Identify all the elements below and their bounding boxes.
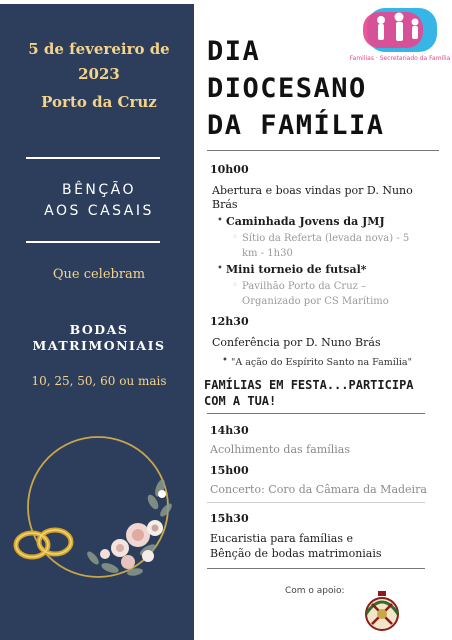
divider-top: [26, 157, 160, 159]
event-place: Porto da Cruz: [41, 93, 157, 111]
top-strip: [0, 0, 194, 4]
blessing-title-line1: BÊNÇÃO: [61, 182, 137, 198]
wedding-rings-wreath-image: [10, 430, 185, 595]
futsal-tournament: Mini torneio de futsal*: [226, 263, 367, 276]
logo-text: Familias · Secretariado da Família: [349, 55, 451, 62]
walk-detail-line1: Sítio da Referta (levada nova) - 5: [242, 233, 410, 244]
title-line2: DIOCESANO: [207, 73, 367, 104]
celebrate-text: Que celebram: [52, 267, 146, 282]
concert: Concerto: Coro da Câmara da Madeira: [210, 483, 427, 496]
futsal-detail-line1: Pavilhão Porto da Cruz –: [242, 281, 367, 292]
conference-topic: "A ação do Espírito Santo na Família": [231, 357, 412, 368]
families-slogan-line2: COM A TUA!: [204, 394, 277, 408]
title-line1: DIA: [207, 36, 261, 67]
bottom-rule: [207, 568, 425, 569]
bullet-dot: ◦: [232, 280, 238, 291]
family-secretariat-logo: [349, 6, 451, 64]
bullet-dot: •: [217, 263, 223, 274]
time-15h30: 15h30: [210, 512, 249, 525]
event-date-line1: 5 de fevereiro de: [28, 40, 170, 58]
conference: Conferência por D. Nuno Brás: [212, 336, 381, 349]
event-date-line2: 2023: [78, 65, 120, 83]
slogan-rule: [207, 413, 425, 414]
time-12h30: 12h30: [210, 315, 249, 328]
concert-rule: [207, 502, 425, 503]
opening-line1: Abertura e boas vindas por D. Nuno: [212, 184, 413, 197]
left-panel: [0, 0, 194, 640]
eucharist-line1: Eucaristia para famílias e: [210, 532, 353, 545]
blessing-title-line2: AOS CASAIS: [44, 203, 154, 219]
youth-walk: Caminhada Jovens da JMJ: [226, 215, 385, 228]
time-14h30: 14h30: [210, 424, 249, 437]
futsal-detail-line2: Organizado por CS Marítimo: [242, 296, 389, 307]
bullet-dot: •: [222, 355, 228, 366]
walk-detail-line2: km - 1h30: [242, 248, 293, 259]
bullet-dot: ◦: [232, 232, 238, 243]
bodas-line1: BODAS: [69, 322, 129, 337]
bodas-line2: MATRIMONIAIS: [32, 338, 166, 353]
bullet-dot: •: [217, 215, 223, 226]
time-10h00: 10h00: [210, 163, 249, 176]
time-15h00: 15h00: [210, 464, 249, 477]
support-label: Com o apoio:: [285, 586, 345, 596]
title-rule: [207, 150, 439, 151]
anniversary-years: 10, 25, 50, 60 ou mais: [31, 374, 167, 388]
title-line3: DA FAMÍLIA: [207, 110, 385, 141]
families-slogan-line1: FAMÍLIAS EM FESTA...PARTICIPA: [204, 378, 414, 392]
opening-line2: Brás: [212, 198, 238, 211]
divider-bottom: [26, 241, 160, 243]
eucharist-line2: Bênção de bodas matrimoniais: [210, 547, 382, 560]
sponsor-emblem-image: [360, 588, 404, 634]
family-welcome: Acolhimento das famílias: [210, 443, 350, 456]
